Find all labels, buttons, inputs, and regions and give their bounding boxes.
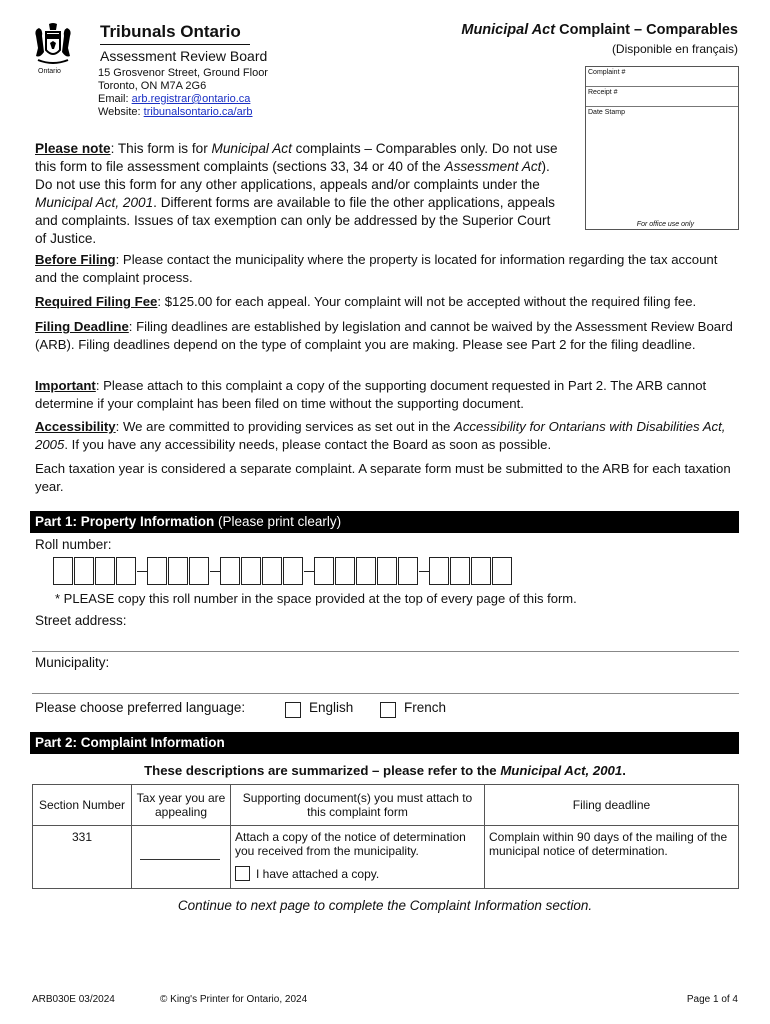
important-text: : Please attach to this complaint a copy of the supporting document requested in Part 2. The ARB cannot determine if your complaint has been filed on time without the supporting document. [35,378,707,411]
roll-digit-box[interactable] [356,557,376,585]
note-italic-1: Municipal Act [211,141,292,156]
title-rest: Complaint – Comparables [555,22,738,38]
complaint-number-field: Complaint # [586,67,738,87]
filing-fee-paragraph [35,293,745,311]
part1-heading-bold: Part 1: Property Information [35,514,215,529]
municipality-label: Municipality: [35,655,110,670]
roll-digit-box[interactable] [241,557,261,585]
language-label: Please choose preferred language: [35,700,246,715]
website-label: Website: [98,106,141,118]
part2-heading: Part 2: Complaint Information [30,732,739,754]
roll-digit-box[interactable] [262,557,282,585]
roll-digit-box[interactable] [74,557,94,585]
access-text-2: . If you have any accessibility needs, please contact the Board as soon as possible. [64,437,552,452]
municipality-input[interactable] [32,693,739,694]
roll-digit-box[interactable] [377,557,397,585]
address-line2: Toronto, ON M7A 2G6 [98,80,207,92]
roll-digit-box[interactable] [147,557,167,585]
website-row [98,106,268,119]
header-tax-year: Tax year you are appealing [132,785,231,826]
continue-note: Continue to next page to complete the Complaint Information section. [177,898,593,913]
english-checkbox[interactable] [285,702,301,718]
header-filing-deadline: Filing deadline [485,785,739,826]
office-use-box [585,66,739,230]
french-label: French [404,700,447,715]
roll-separator [304,571,314,572]
note-italic-2: Assessment Act [444,159,542,174]
before-filing-paragraph [35,251,735,287]
roll-separator [210,571,220,572]
roll-digit-box[interactable] [116,557,136,585]
email-link[interactable]: arb.registrar@ontario.ca [131,93,251,105]
french-checkbox[interactable] [380,702,396,718]
deadline-label: Filing Deadline [35,319,129,334]
table-header-row [33,785,739,826]
complaint-info-table [32,784,739,889]
part2-summary-note [0,763,770,778]
receipt-number-field: Receipt # [586,87,738,107]
note-text-4: . Different forms are available to file the other applications, appeals and complaints. Issues of tax exemption can only be addressed by the Superior Court of Justice. [35,195,555,246]
accessibility-label: Accessibility [35,419,116,434]
attached-copy-checkbox[interactable] [235,866,250,881]
email-label: Email: [98,93,129,105]
fee-text: : $125.00 for each appeal. Your complaint will not be accepted without the required filing fee. [157,294,697,309]
roll-separator [419,571,429,572]
office-use-note: For office use only [636,221,694,228]
accessibility-paragraph [35,418,740,454]
form-code: ARB030E 03/2024 [32,994,115,1005]
supporting-document-text: Attach a copy of the notice of determination you received from the municipality. [235,830,466,858]
roll-separator [137,571,147,572]
filing-deadline-cell: Complain within 90 days of the mailing of the municipal notice of determination. [485,826,739,889]
part1-heading [30,511,739,533]
roll-digit-box[interactable] [95,557,115,585]
please-note-paragraph [35,140,565,248]
summary-prefix: These descriptions are summarized – please refer to the [144,763,501,778]
email-row [98,93,268,106]
roll-digit-box[interactable] [314,557,334,585]
address-line1: 15 Grosvenor Street, Ground Floor [98,67,268,79]
street-address-input[interactable] [32,651,739,652]
date-stamp-field: Date Stamp [588,109,625,116]
fee-label: Required Filing Fee [35,294,158,309]
org-name: Tribunals Ontario [100,22,241,41]
filing-deadline-paragraph [35,318,740,354]
important-paragraph [35,377,740,413]
access-italic: Accessibility for Ontarians with Disabilities Act, 2005 [35,419,726,452]
note-text-2: complaints – Comparables only. Do not use this form to file assessment complaints (sections 33, 34 or 40 of the [35,141,558,174]
access-text-1: : We are committed to providing services as set out in the [115,419,455,434]
roll-digit-box[interactable] [398,557,418,585]
roll-digit-box[interactable] [189,557,209,585]
street-address-label: Street address: [35,613,127,628]
header-section-number: Section Number [33,785,132,826]
deadline-text: : Filing deadlines are established by legislation and cannot be waived by the Assessment Review Board (ARB). Filing deadlines depend on the type of complaint you are making. Please see Part 2 for the filing deadline. [35,319,733,352]
roll-digit-box[interactable] [450,557,470,585]
important-label: Important [35,378,96,393]
part1-heading-rest: (Please print clearly) [214,514,342,529]
roll-digit-box[interactable] [168,557,188,585]
please-note-label: Please note [35,141,111,156]
section-number-cell: 331 [33,826,132,889]
copyright: © King's Printer for Ontario, 2024 [160,994,308,1005]
website-link[interactable]: tribunalsontario.ca/arb [143,106,253,118]
taxation-year-paragraph: Each taxation year is considered a separate complaint. A separate form must be submitted to the ARB for each taxation year. [35,461,731,494]
ontario-coat-of-arms-logo [30,22,76,74]
roll-digit-box[interactable] [283,557,303,585]
english-label: English [309,700,354,715]
roll-number-label: Roll number: [35,537,112,552]
contact-address [98,67,268,119]
roll-number-note: * PLEASE copy this roll number in the space provided at the top of every page of this form. [55,591,577,606]
supporting-document-cell [231,826,485,889]
summary-suffix: . [622,763,626,778]
note-text-1: : This form is for [110,141,212,156]
header-supporting-documents: Supporting document(s) you must attach to this complaint form [231,785,485,826]
before-filing-text: : Please contact the municipality where the property is located for information regarding the tax account and the complaint process. [35,252,718,285]
before-filing-label: Before Filing [35,252,116,267]
note-italic-3: Municipal Act, 2001 [35,195,154,210]
form-title [461,22,738,38]
roll-digit-box[interactable] [492,557,512,585]
attached-copy-label: I have attached a copy. [256,866,380,881]
roll-digit-box[interactable] [335,557,355,585]
roll-digit-box[interactable] [220,557,240,585]
summary-italic: Municipal Act, 2001 [500,763,623,778]
org-board: Assessment Review Board [100,48,268,64]
roll-digit-box[interactable] [429,557,449,585]
table-row [33,826,739,889]
roll-digit-box[interactable] [471,557,491,585]
attached-copy-row [235,866,480,881]
tax-year-input[interactable] [140,845,220,860]
page-number: Page 1 of 4 [686,994,738,1005]
header-divider [100,44,250,45]
roll-digit-box[interactable] [53,557,73,585]
tax-year-cell [132,826,231,889]
title-italic: Municipal Act [461,22,556,38]
logo-caption: Ontario [38,68,61,75]
form-subtitle: (Disponible en français) [611,42,738,56]
note-text-3: ). Do not use this form for any other applications, appeals and/or complaints under the [35,159,550,192]
